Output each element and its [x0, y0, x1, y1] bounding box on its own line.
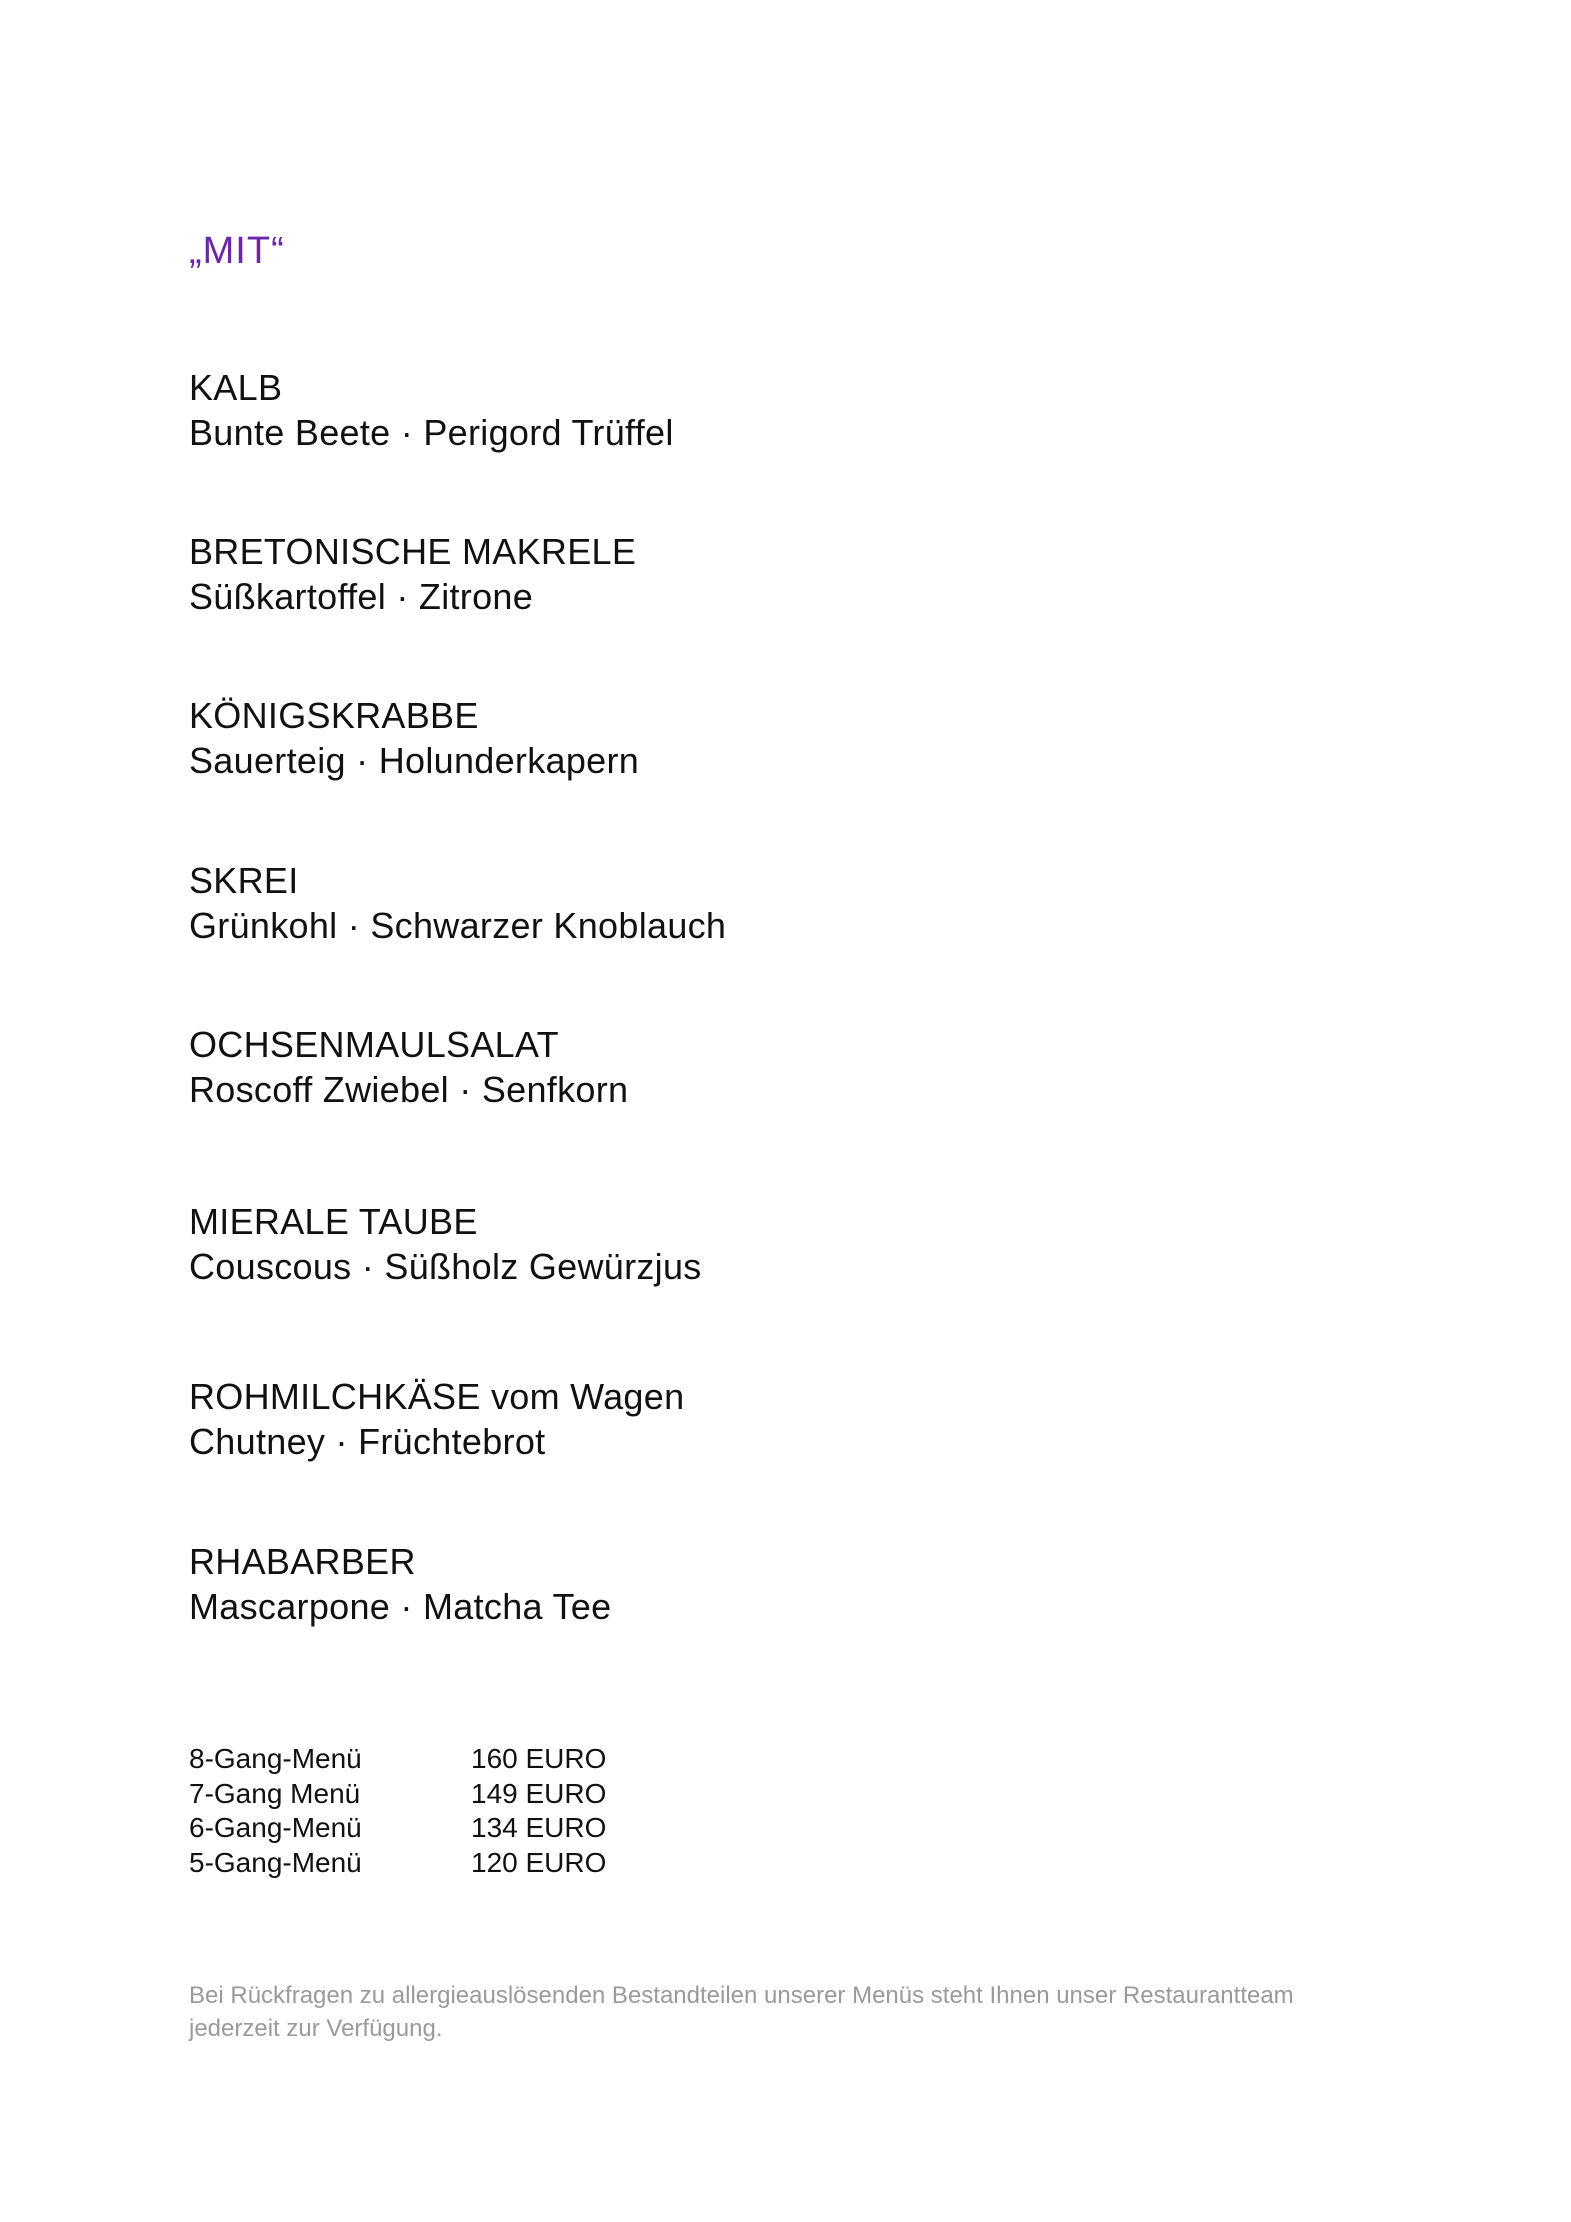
course-name: ROHMILCHKÄSE vom Wagen	[189, 1376, 685, 1417]
course-item	[189, 1199, 702, 1289]
course-item	[189, 1374, 684, 1464]
price-value: 160 EURO	[471, 1743, 607, 1774]
course-item	[189, 365, 674, 455]
course-description: Sauerteig · Holunderkapern	[189, 740, 640, 781]
course-description: Couscous · Süßholz Gewürzjus	[189, 1246, 702, 1287]
course-description: Roscoff Zwiebel · Senfkorn	[189, 1069, 629, 1110]
menu-title: „MIT“	[189, 230, 285, 272]
course-description: Mascarpone · Matcha Tee	[189, 1586, 612, 1627]
course-item	[189, 1022, 628, 1112]
price-value: 134 EURO	[471, 1812, 607, 1843]
price-row	[189, 1742, 606, 1777]
price-row	[189, 1811, 606, 1846]
price-label: 7-Gang Menü	[189, 1777, 361, 1809]
price-value: 149 EURO	[471, 1777, 607, 1809]
price-value: 120 EURO	[471, 1846, 607, 1878]
course-description: Bunte Beete · Perigord Trüffel	[189, 412, 674, 453]
course-description: Grünkohl · Schwarzer Knoblauch	[189, 905, 727, 946]
course-name: OCHSENMAULSALAT	[189, 1024, 559, 1065]
course-item	[189, 1539, 611, 1629]
course-name: MIERALE TAUBE	[189, 1201, 478, 1242]
course-description: Chutney · Früchtebrot	[189, 1421, 546, 1462]
price-label: 6-Gang-Menü	[189, 1812, 362, 1843]
price-row	[189, 1777, 606, 1812]
course-description: Süßkartoffel · Zitrone	[189, 576, 534, 617]
allergy-disclaimer	[189, 1979, 1429, 2045]
course-name: SKREI	[189, 860, 299, 901]
course-name: KALB	[189, 367, 283, 408]
course-item	[189, 693, 639, 783]
price-label: 5-Gang-Menü	[189, 1846, 362, 1878]
course-item	[189, 858, 726, 948]
price-list	[189, 1742, 606, 1880]
disclaimer-line: jederzeit zur Verfügung.	[189, 2015, 443, 2042]
course-name: RHABARBER	[189, 1541, 416, 1582]
course-name: KÖNIGSKRABBE	[189, 695, 479, 736]
course-name: BRETONISCHE MAKRELE	[189, 531, 637, 572]
course-item	[189, 529, 636, 619]
price-row	[189, 1846, 606, 1881]
price-label: 8-Gang-Menü	[189, 1743, 362, 1774]
disclaimer-line: Bei Rückfragen zu allergieauslösenden Bestandteilen unserer Menüs steht Ihnen unser Restaurantteam	[189, 1982, 1294, 2009]
